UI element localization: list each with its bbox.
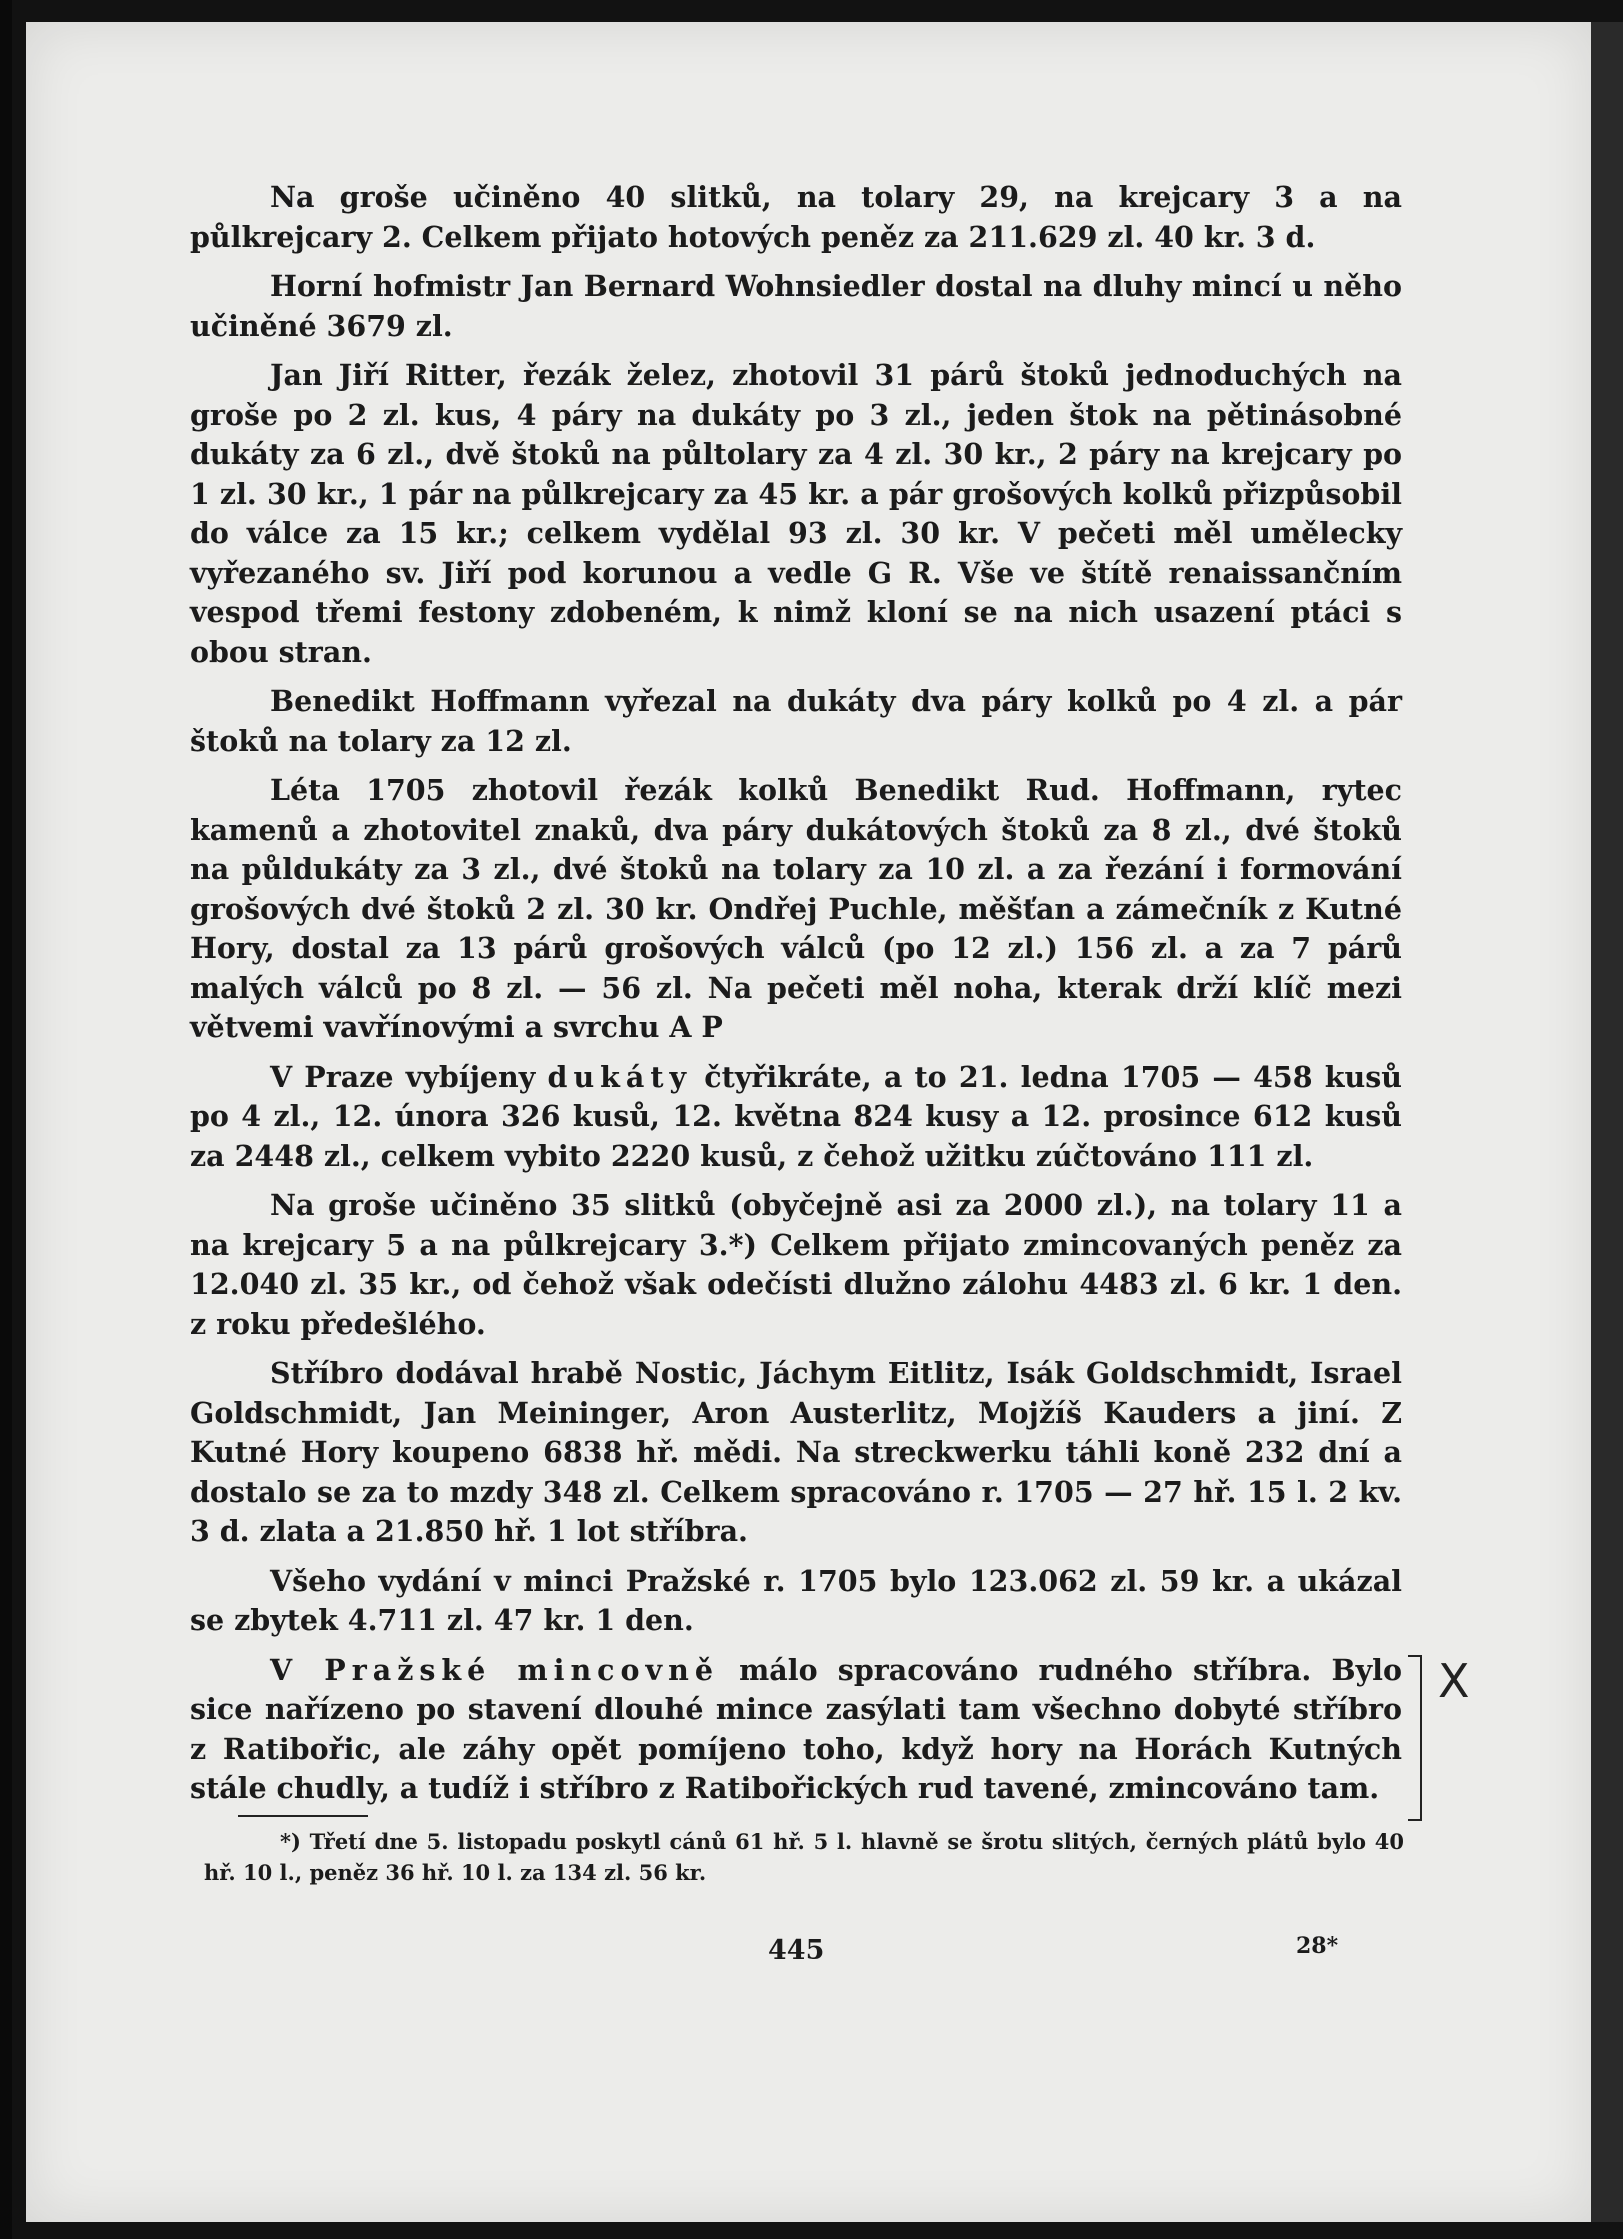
paragraph: Léta 1705 zhotovil řezák kolků Benedikt Rud. Hoffmann, rytec kamenů a zhotovitel znaků, dva páry dukátových štoků za 8 zl., dvé štoků na půldukáty za 3 zl., dvé štoků na tolary za 10 zl. a za řezání i formování grošových dvé štoků 2 zl. 30 kr. Ondřej Puchle, měšťan a zámečník z Kutné Hory, dostal za 13 párů grošových válců (po 12 zl.) 156 zl. a za 7 párů malých válců po 8 zl. — 56 zl. Na pečeti měl noha, kterak drží klíč mezi větvemi vavřínovými a svrchu A P [190,773,1402,1044]
paragraph: Jan Jiří Ritter, řezák želez, zhotovil 31 párů štoků jednoduchých na groše po 2 zl. kus, 4 páry na dukáty po 3 zl., jeden štok na pětinásobné dukáty za 6 zl., dvě štoků na půltolary za 4 zl. 30 kr., 2 páry na krejcary po 1 zl. 30 kr., 1 pár na půlkrejcary za 45 kr. a pár grošových kolků přizpůsobil do válce za 15 kr.; celkem vydělal 93 zl. 30 kr. V pečeti měl umělecky vyřezaného sv. Jiří pod korunou a vedle G R. Vše ve štítě renaissančním vespod třemi festony zdobeném, k nimž kloní se na nich usazení ptáci s obou stran. [190,358,1402,669]
spaced-heading-text: V Pražské mincovně [270,1652,719,1687]
paragraph-rest: málo spracováno rudného stříbra. Bylo sice nařízeno po stavení dlouhé mince zasýlati tam všechno dobyté stříbro z Ratibořic, ale záhy opět pomíjeno toho, když hory na Horách Kutných stále chudly, a tudíž i stříbro z Ratibořických rud tavené, zmincováno tam. [190,1652,1402,1805]
paragraph: Na groše učiněno 40 slitků, na tolary 29, na krejcary 3 a na půlkrejcary 2. Celkem přijato hotových peněz za 211.629 zl. 40 kr. 3 d. [190,180,1402,254]
paragraph: Na groše učiněno 35 slitků (obyčejně asi za 2000 zl.), na tolary 11 a na krejcary 5 a na půlkrejcary 3.*) Celkem přijato zmincovaných peněz za 12.040 zl. 35 kr., od čehož však odečísti dlužno zálohu 4483 zl. 6 kr. 1 den. z roku předešlého. [190,1188,1402,1341]
page-body [190,178,1402,1819]
footnote-rule [238,1815,368,1817]
paragraph-rest: čtyřikráte, a to 21. ledna 1705 — 458 kusů po 4 zl., 12. února 326 kusů, 12. května 824 kusy a 12. prosince 612 kusů za 2448 zl., celkem vybito 2220 kusů, z čehož užitku zúčtováno 111 zl. [190,1059,1402,1173]
paragraph: Stříbro dodával hrabě Nostic, Jáchym Eitlitz, Isák Goldschmidt, Israel Goldschmidt, Jan Meininger, Aron Austerlitz, Mojžíš Kauders a jiní. Z Kutné Hory koupeno 6838 hř. mědi. Na streckwerku táhli koně 232 dní a dostalo se za to mzdy 348 zl. Celkem spracováno r. 1705 — 27 hř. 15 l. 2 kv. 3 d. zlata a 21.850 hř. 1 lot stříbra. [190,1356,1402,1548]
footnote: *) Třetí dne 5. listopadu poskytl cánů 61 hř. 5 l. hlavně se šrotu slitých, černých plátů bylo 40 hř. 10 l., peněz 36 hř. 10 l. za 134 zl. 56 kr. [204,1829,1404,1885]
book-spine-shadow [0,0,12,2239]
paragraph: Všeho vydání v minci Pražské r. 1705 bylo 123.062 zl. 59 kr. a ukázal se zbytek 4.711 zl. 47 kr. 1 den. [190,1563,1402,1637]
handwritten-x-mark: X [1438,1654,1470,1708]
page-number: 445 [768,1935,825,1966]
paragraph-lead: V Praze vybíjeny [270,1059,548,1094]
margin-bracket [1408,1655,1422,1821]
page-edge-shadow [1591,22,1623,2222]
paragraph [190,1058,1402,1177]
spaced-word: dukáty [547,1059,693,1094]
paragraph: Benedikt Hoffmann vyřezal na dukáty dva páry kolků po 4 zl. a pár štoků na tolary za 12 zl. [190,684,1402,758]
bracketed-paragraph [190,1651,1402,1809]
signature-mark: 28* [1296,1933,1339,1959]
paragraph: Horní hofmistr Jan Bernard Wohnsiedler dostal na dluhy mincí u něho učiněné 3679 zl. [190,269,1402,343]
